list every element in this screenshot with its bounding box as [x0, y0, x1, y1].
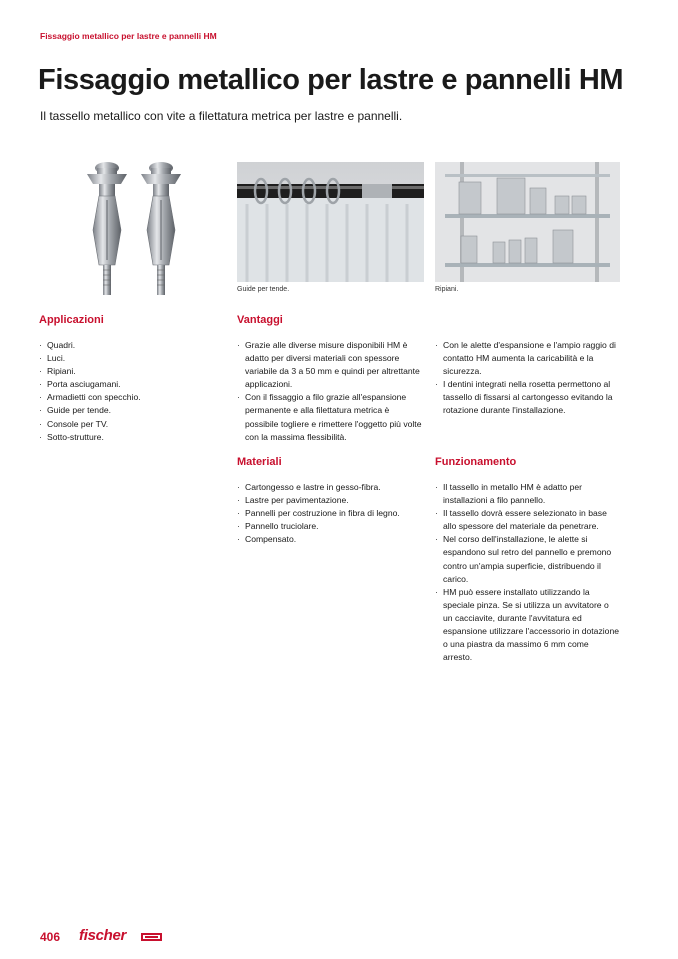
list-item: · Guide per tende. — [39, 404, 224, 417]
list-item: · Luci. — [39, 352, 224, 365]
vantaggi-heading: Vantaggi — [237, 314, 283, 326]
list-item: · Quadri. — [39, 339, 224, 352]
vantaggi-list-left — [237, 339, 425, 444]
curtain-rail-icon — [237, 162, 424, 282]
applicazioni-heading: Applicazioni — [39, 314, 104, 326]
list-item: · HM può essere installato utilizzando la speciale pinza. Se si utilizza un avvitatore o un cacciavite, durante l'avvitatura ed espansione utilizzare l'accessorio in dotazione o una piastra da massimo 6 mm come arresto. — [435, 586, 620, 665]
list-item: · Porta asciugamani. — [39, 378, 224, 391]
shelves-caption: Ripiani. — [435, 286, 459, 293]
fischer-logo: fischer — [79, 927, 127, 944]
funzionamento-list — [435, 481, 620, 664]
list-item: · Cartongesso e lastre in gesso-fibra. — [237, 481, 429, 494]
list-item: · Il tassello in metallo HM è adatto per installazioni a filo pannello. — [435, 481, 620, 507]
funzionamento-heading: Funzionamento — [435, 456, 517, 468]
list-item: · Nel corso dell'installazione, le alette si espandono sul retro del pannello e premono contro un'ampia superficie, distribuendo il carico. — [435, 533, 620, 585]
list-item: · Sotto-strutture. — [39, 431, 224, 444]
list-item: · Compensato. — [237, 533, 429, 546]
list-item: · Console per TV. — [39, 418, 224, 431]
list-item: · Ripiani. — [39, 365, 224, 378]
metal-cavity-anchor-icon — [75, 160, 195, 305]
materiali-list — [237, 481, 429, 546]
list-item: · Armadietti con specchio. — [39, 391, 224, 404]
fischer-logo-mark-icon — [141, 933, 162, 941]
list-item: · Pannelli per costruzione in fibra di legno. — [237, 507, 429, 520]
curtain-caption: Guide per tende. — [237, 286, 290, 293]
curtain-image — [237, 162, 424, 282]
list-item: · Lastre per pavimentazione. — [237, 494, 429, 507]
vantaggi-list-right — [435, 339, 620, 418]
list-item: · Pannello truciolare. — [237, 520, 429, 533]
list-item: · Il tassello dovrà essere selezionato in base allo spessore del materiale da penetrare. — [435, 507, 620, 533]
running-head: Fissaggio metallico per lastre e pannelli HM — [40, 31, 217, 41]
shelves-image — [435, 162, 620, 282]
list-item: · I dentini integrati nella rosetta permettono al tassello di fissarsi al cartongesso evitando la rotazione durante l'installazione. — [435, 378, 620, 417]
product-image — [75, 160, 195, 305]
list-item: · Grazie alle diverse misure disponibili HM è adatto per diversi materiali con spessore variabile da 3 a 50 mm e quindi per altrettante applicazioni. — [237, 339, 425, 391]
wall-shelves-icon — [435, 162, 620, 282]
page-subtitle: Il tassello metallico con vite a filettatura metrica per lastre e pannelli. — [40, 109, 403, 123]
materiali-heading: Materiali — [237, 456, 282, 468]
applicazioni-list — [39, 339, 224, 444]
list-item: · Con il fissaggio a filo grazie all'espansione permanente e alla filettatura metrica è possibile togliere e rimettere l'oggetto più volte con la massima flessibilità. — [237, 391, 425, 443]
page-title: Fissaggio metallico per lastre e pannelli HM — [38, 64, 624, 96]
page-number: 406 — [40, 930, 61, 944]
list-item: · Con le alette d'espansione e l'ampio raggio di contatto HM aumenta la caricabilità e la sicurezza. — [435, 339, 620, 378]
